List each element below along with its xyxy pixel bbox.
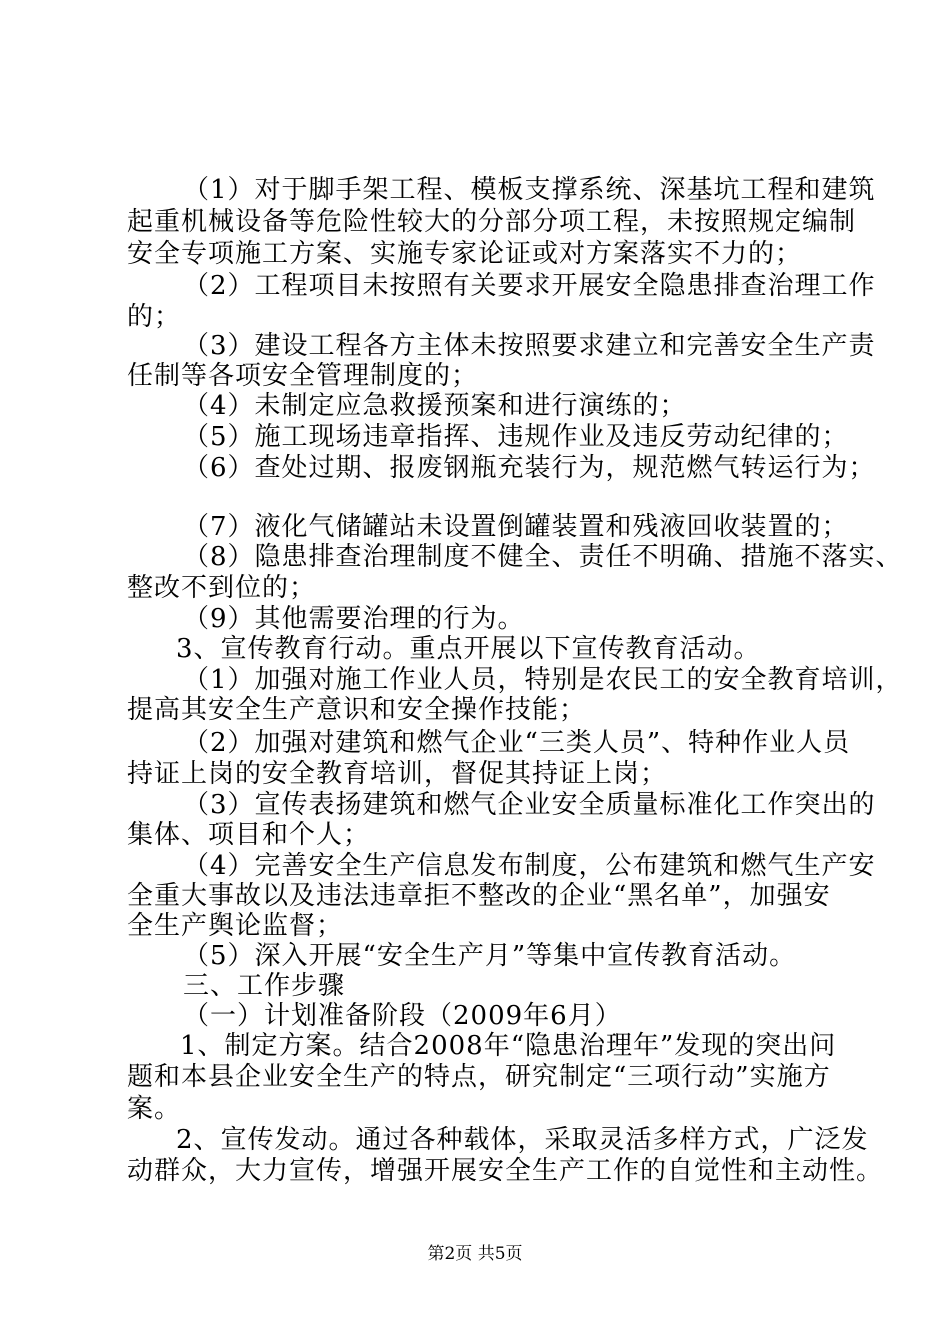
text-line: 起重机械设备等危险性较大的分部分项工程，未按照规定编制 xyxy=(127,207,857,237)
text-line: （8）隐患排查治理制度不健全、责任不明确、措施不落实、 xyxy=(183,542,903,572)
text-line: 题和本县企业安全生产的特点，研究制定“三项行动”实施方 xyxy=(127,1062,831,1092)
text-line: （一）计划准备阶段（2009年6月） xyxy=(183,1001,622,1031)
text-line: （4）未制定应急救援预案和进行演练的； xyxy=(183,391,687,421)
text-line: （7）液化气储罐站未设置倒罐装置和残液回收装置的； xyxy=(183,512,849,542)
text-line: （1）对于脚手架工程、模板支撑系统、深基坑工程和建筑 xyxy=(183,175,876,205)
text-line: 提高其安全生产意识和安全操作技能； xyxy=(127,695,587,725)
page-number-footer: 第2页 共5页 xyxy=(427,1244,523,1264)
text-line: 动群众，大力宣传，增强开展安全生产工作的自觉性和主动性。 xyxy=(127,1156,884,1186)
text-line: （5）施工现场违章指挥、违规作业及违反劳动纪律的； xyxy=(183,422,849,452)
text-line: 3、宣传教育行动。重点开展以下宣传教育活动。 xyxy=(176,634,761,664)
text-line: 全重大事故以及违法违章拒不整改的企业“黑名单”，加强安 xyxy=(127,881,831,911)
text-line: （2）工程项目未按照有关要求开展安全隐患排查治理工作 xyxy=(183,271,876,301)
text-line: 持证上岗的安全教育培训，督促其持证上岗； xyxy=(127,759,668,789)
text-line: 2、宣传发动。通过各种载体，采取灵活多样方式，广泛发 xyxy=(176,1125,869,1155)
text-line: （6）查处过期、报废钢瓶充装行为，规范燃气转运行为； xyxy=(183,453,876,483)
text-line: 的； xyxy=(127,302,182,332)
text-line: （9）其他需要治理的行为。 xyxy=(183,604,525,634)
text-line: （5）深入开展“安全生产月”等集中宣传教育活动。 xyxy=(183,941,797,971)
text-line: 案。 xyxy=(127,1094,182,1124)
text-line: （3）建设工程各方主体未按照要求建立和完善安全生产责 xyxy=(183,331,876,361)
text-line: 1、制定方案。结合2008年“隐患治理年”发现的突出问 xyxy=(180,1031,837,1061)
text-line: 安全专项施工方案、实施专家论证或对方案落实不力的； xyxy=(127,239,803,269)
text-line: （3）宣传表扬建筑和燃气企业安全质量标准化工作突出的 xyxy=(183,790,876,820)
text-line: （2）加强对建筑和燃气企业“三类人员”、特种作业人员 xyxy=(183,728,851,758)
text-line: 任制等各项安全管理制度的； xyxy=(127,361,479,391)
text-line: （4）完善安全生产信息发布制度，公布建筑和燃气生产安 xyxy=(183,851,876,881)
text-line: 三、工作步骤 xyxy=(183,971,346,1001)
text-line: （1）加强对施工作业人员，特别是农民工的安全教育培训， xyxy=(183,665,903,695)
text-line: 集体、项目和个人； xyxy=(127,820,371,850)
text-line: 全生产舆论监督； xyxy=(127,911,344,941)
text-line: 整改不到位的； xyxy=(127,573,317,603)
